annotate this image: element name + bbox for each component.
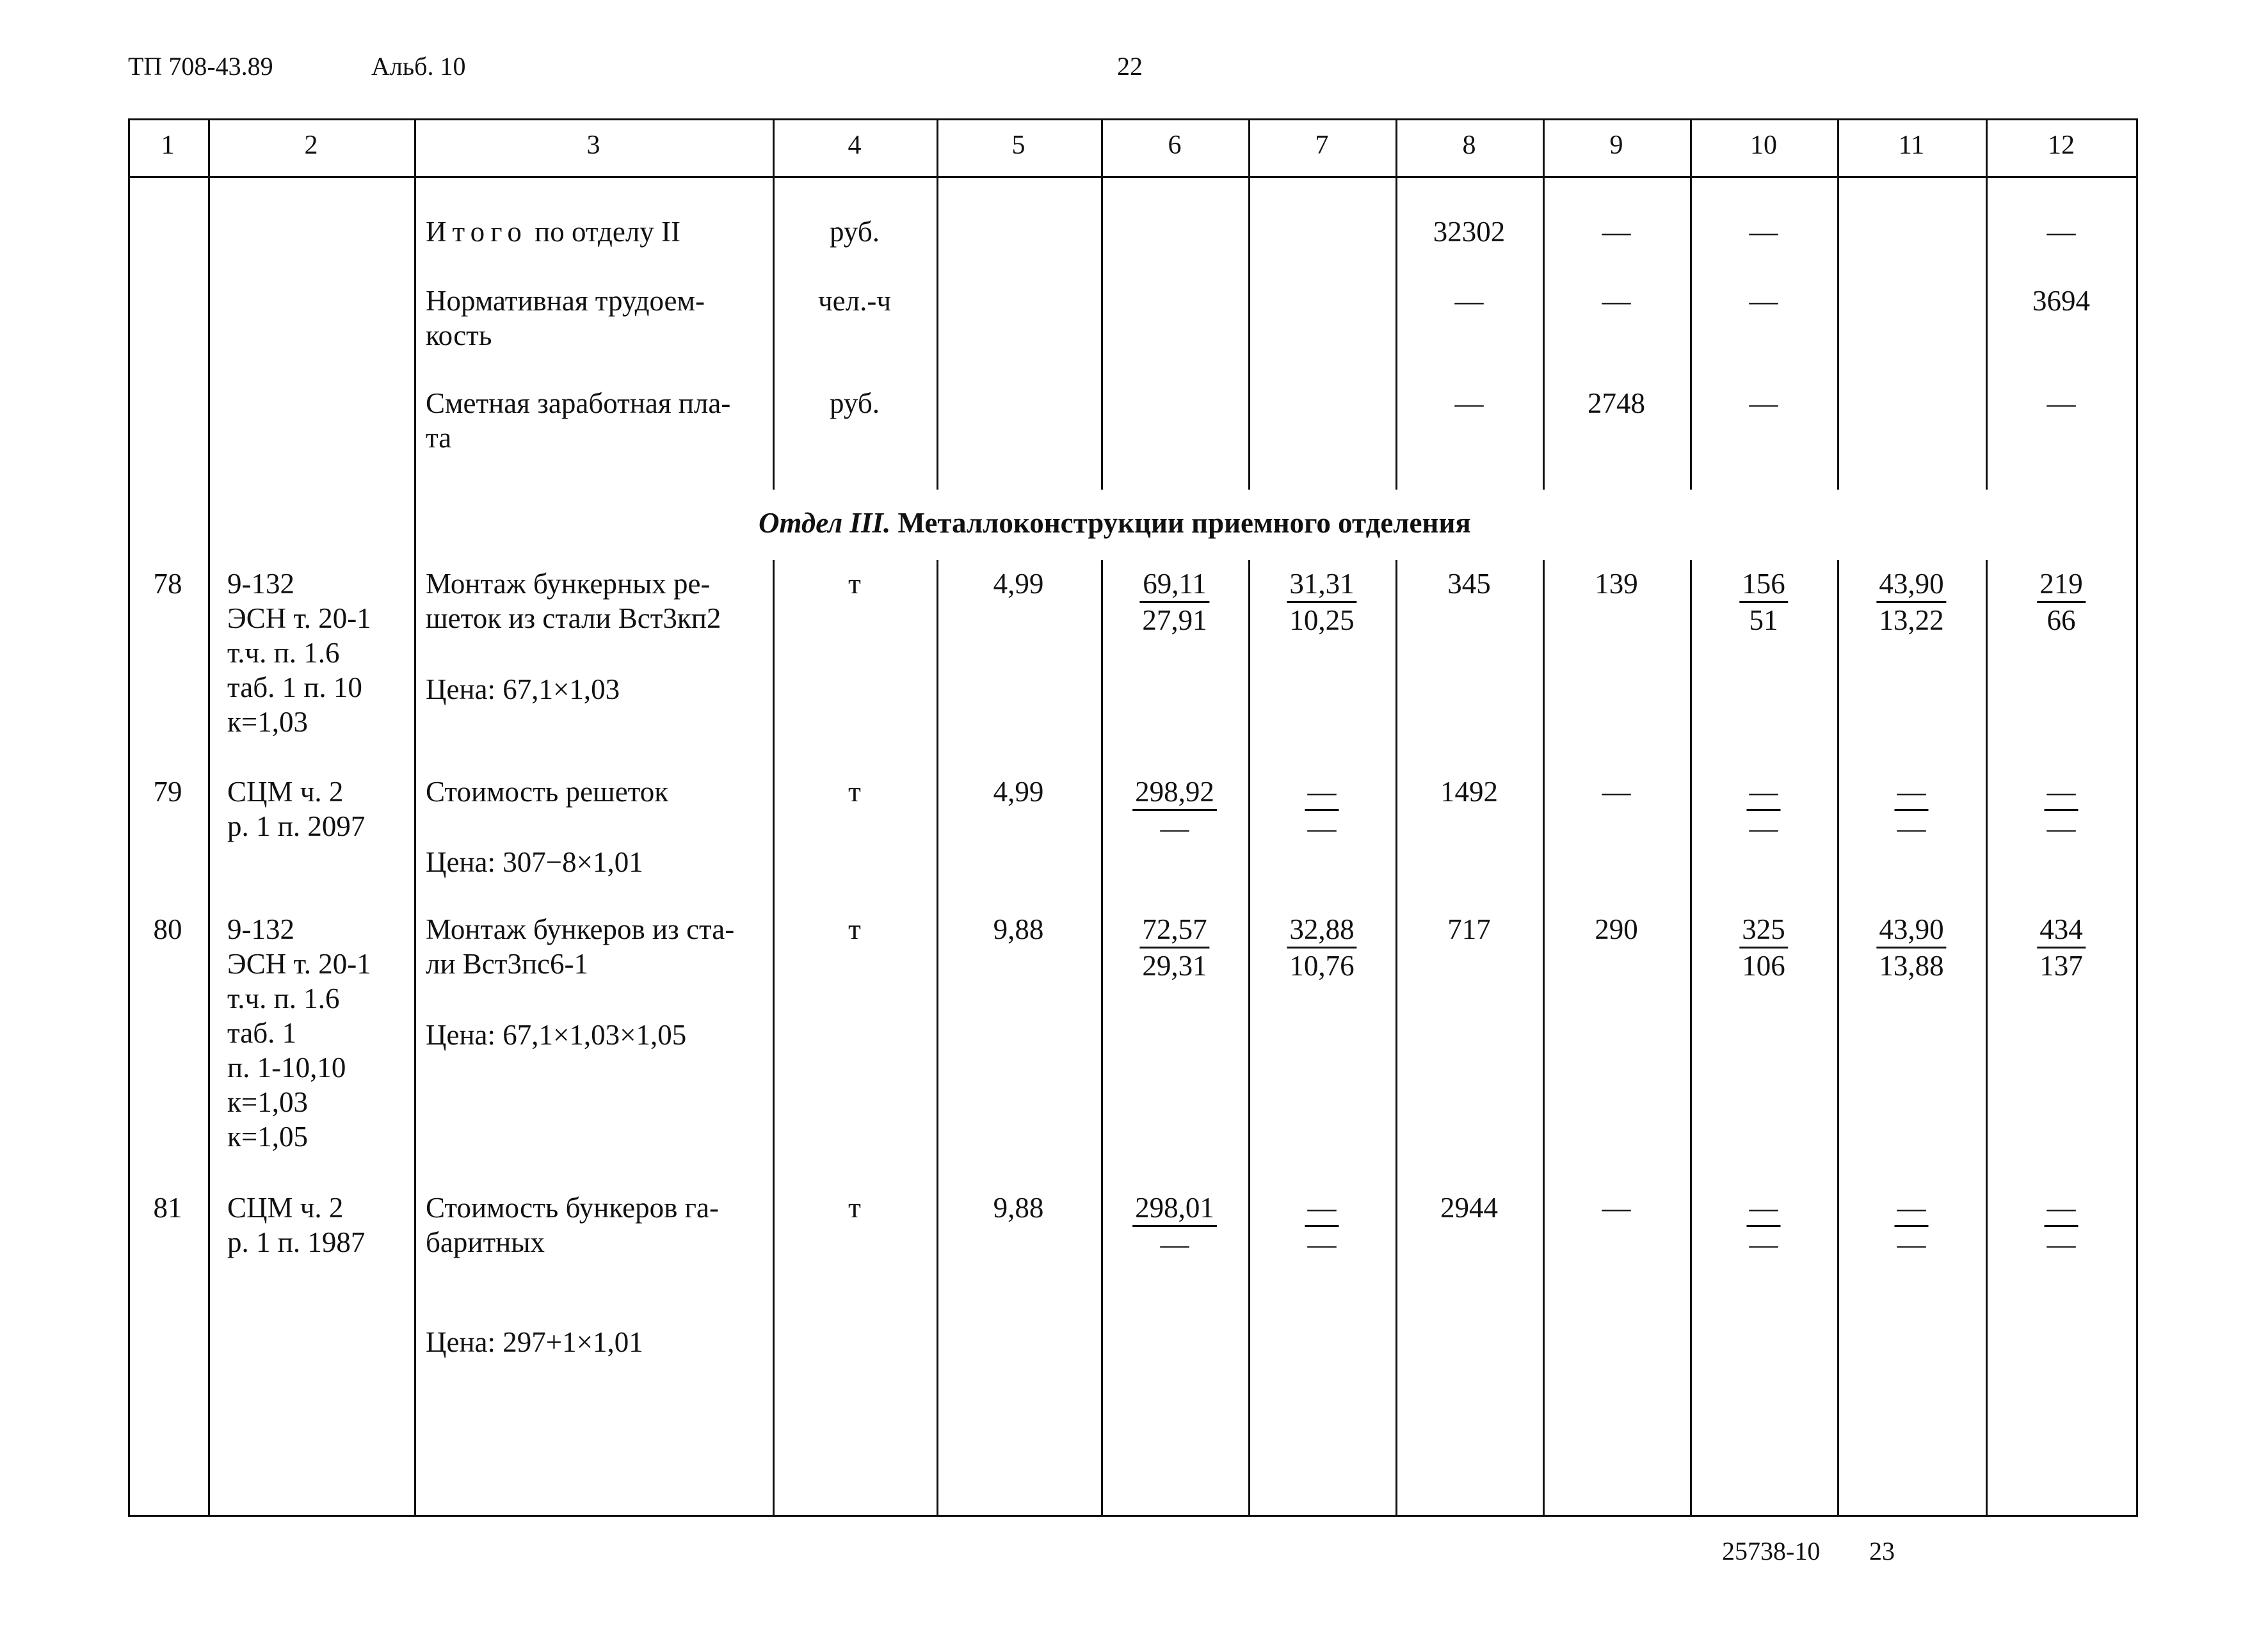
row-78-unit: т — [848, 568, 861, 600]
row-79-qty: 4,99 — [993, 776, 1044, 808]
row-81-c10: $\frac{—}{—}$ — [1747, 1190, 1781, 1261]
row-79-c12: $\frac{—}{—}$ — [2045, 774, 2079, 845]
summary-wage-unit: руб. — [830, 387, 880, 419]
row-78-code: 9-132 ЭСН т. 20-1 т.ч. п. 1.6 таб. 1 п. 10 к=1,03 — [227, 568, 371, 738]
row-78-c11: $\frac{43,90}{13,22}$ — [1876, 566, 1946, 637]
col-sep — [1837, 560, 1839, 1517]
row-81-c6: $\frac{298,01}{—}$ — [1132, 1190, 1217, 1261]
row-79-name: Стоимость решеток — [426, 776, 669, 808]
col-sep — [1248, 118, 1250, 490]
row-80-code: 9-132 ЭСН т. 20-1 т.ч. п. 1.6 таб. 1 п. 1-10,10 к=1,03 к=1,05 — [227, 913, 371, 1153]
col-header: 3 — [586, 131, 600, 160]
row-81-c12: $\frac{—}{—}$ — [2045, 1190, 2079, 1261]
row-80-c11: $\frac{43,90}{13,88}$ — [1876, 912, 1946, 983]
col-sep — [208, 118, 210, 1517]
col-sep — [1248, 560, 1250, 1517]
col-header: 6 — [1168, 131, 1182, 160]
col-sep — [414, 118, 416, 1517]
row-80-c12: $\frac{434}{137}$ — [2037, 912, 2086, 983]
summary-labor-c12: 3694 — [2032, 285, 2090, 317]
estimate-table — [128, 118, 2138, 1517]
row-79-c6: $\frac{298,92}{—}$ — [1132, 774, 1217, 845]
row-78-c6: $\frac{69,11}{27,91}$ — [1139, 566, 1209, 637]
row-81-qty: 9,88 — [993, 1192, 1044, 1224]
row-79-code: СЦМ ч. 2 р. 1 п. 2097 — [227, 776, 366, 842]
summary-labor-label: Нормативная трудоем- кость — [426, 285, 705, 351]
row-81-unit: т — [848, 1192, 861, 1224]
summary-labor-c9: — — [1602, 285, 1631, 317]
table-bottom-border — [128, 1515, 2138, 1517]
summary-wage-c9: 2748 — [1588, 387, 1645, 419]
col-header: 9 — [1609, 131, 1623, 160]
row-78-c10: $\frac{156}{51}$ — [1739, 566, 1788, 637]
col-sep — [773, 560, 775, 1517]
row-80-c6: $\frac{72,57}{29,31}$ — [1139, 912, 1209, 983]
table-top-border — [128, 118, 2138, 120]
summary-total-c12: — — [2047, 216, 2076, 248]
row-81-c11: $\frac{—}{—}$ — [1895, 1190, 1929, 1261]
table-right-border — [2136, 118, 2138, 1517]
col-sep — [1837, 118, 1839, 490]
row-80-price: Цена: 67,1×1,03×1,05 — [426, 1019, 687, 1051]
row-80-c9: 290 — [1595, 913, 1638, 945]
col-sep — [1395, 560, 1397, 1517]
row-80-unit: т — [848, 913, 861, 945]
row-78-name: Монтаж бункерных ре- шеток из стали Вст3кп2 — [426, 568, 721, 634]
row-81-num: 81 — [153, 1192, 182, 1224]
summary-wage-c8: — — [1454, 387, 1484, 419]
col-sep — [1986, 118, 1988, 490]
col-header: 2 — [304, 131, 318, 160]
summary-total-c10: — — [1749, 216, 1778, 248]
summary-total-label: Итого по отделу II — [426, 216, 681, 248]
summary-total-unit: руб. — [830, 216, 880, 248]
col-sep — [1690, 560, 1692, 1517]
row-78-num: 78 — [153, 568, 182, 600]
col-sep — [1543, 118, 1545, 490]
col-sep — [1101, 118, 1103, 490]
summary-wage-c12: — — [2047, 387, 2076, 419]
row-78-price: Цена: 67,1×1,03 — [426, 673, 620, 705]
row-78-c12: $\frac{219}{66}$ — [2037, 566, 2086, 637]
row-79-c7: $\frac{—}{—}$ — [1305, 774, 1339, 845]
summary-total-c9: — — [1602, 216, 1631, 248]
summary-wage-c10: — — [1749, 387, 1778, 419]
table-left-border — [128, 118, 130, 1517]
header-divider — [128, 176, 2138, 178]
album-label: Альб. 10 — [371, 52, 466, 81]
summary-labor-unit: чел.-ч — [818, 285, 891, 317]
col-header: 10 — [1750, 131, 1777, 160]
row-80-num: 80 — [153, 913, 182, 945]
col-sep — [937, 560, 938, 1517]
row-81-c9: — — [1602, 1192, 1631, 1224]
col-header: 12 — [2048, 131, 2075, 160]
col-sep — [1101, 560, 1103, 1517]
col-sep — [1690, 118, 1692, 490]
row-78-c9: 139 — [1595, 568, 1638, 600]
summary-labor-c10: — — [1749, 285, 1778, 317]
col-sep — [1395, 118, 1397, 490]
summary-wage-label: Сметная заработная пла- та — [426, 387, 731, 454]
row-79-c9: — — [1602, 776, 1631, 808]
row-78-c7: $\frac{31,31}{10,25}$ — [1287, 566, 1356, 637]
row-79-unit: т — [848, 776, 861, 808]
row-81-c8: 2944 — [1440, 1192, 1498, 1224]
col-header: 4 — [848, 131, 862, 160]
row-80-c8: 717 — [1447, 913, 1491, 945]
col-header: 5 — [1011, 131, 1025, 160]
col-header: 8 — [1462, 131, 1476, 160]
row-80-qty: 9,88 — [993, 913, 1044, 945]
row-81-c7: $\frac{—}{—}$ — [1305, 1190, 1339, 1261]
footer-doc-number: 25738-10 — [1722, 1537, 1821, 1565]
col-header: 11 — [1898, 131, 1925, 160]
row-78-qty: 4,99 — [993, 568, 1044, 600]
row-81-code: СЦМ ч. 2 р. 1 п. 1987 — [227, 1192, 366, 1258]
row-79-c10: $\frac{—}{—}$ — [1747, 774, 1781, 845]
row-79-num: 79 — [153, 776, 182, 808]
col-sep — [1543, 560, 1545, 1517]
row-78-c8: 345 — [1447, 568, 1491, 600]
row-80-name: Монтаж бункеров из ста- ли Вст3пс6-1 — [426, 913, 735, 980]
doc-code: ТП 708-43.89 — [128, 52, 273, 81]
summary-labor-c8: — — [1454, 285, 1484, 317]
row-80-c10: $\frac{325}{106}$ — [1739, 912, 1788, 983]
col-sep — [773, 118, 775, 490]
col-header: 7 — [1315, 131, 1329, 160]
page-number: 22 — [1117, 52, 1143, 81]
summary-total-c8: 32302 — [1433, 216, 1506, 248]
row-81-name: Стоимость бункеров га- баритных — [426, 1192, 719, 1258]
col-header: 1 — [161, 131, 175, 160]
section-heading: Отдел III. Металлоконструкции приемного отделения — [759, 507, 1471, 539]
row-79-c8: 1492 — [1440, 776, 1498, 808]
col-sep — [1986, 560, 1988, 1517]
row-81-price: Цена: 297+1×1,01 — [426, 1326, 643, 1358]
row-79-price: Цена: 307−8×1,01 — [426, 846, 643, 878]
row-80-c7: $\frac{32,88}{10,76}$ — [1287, 912, 1356, 983]
footer-page-number: 23 — [1869, 1537, 1895, 1565]
row-79-c11: $\frac{—}{—}$ — [1895, 774, 1929, 845]
col-sep — [937, 118, 938, 490]
